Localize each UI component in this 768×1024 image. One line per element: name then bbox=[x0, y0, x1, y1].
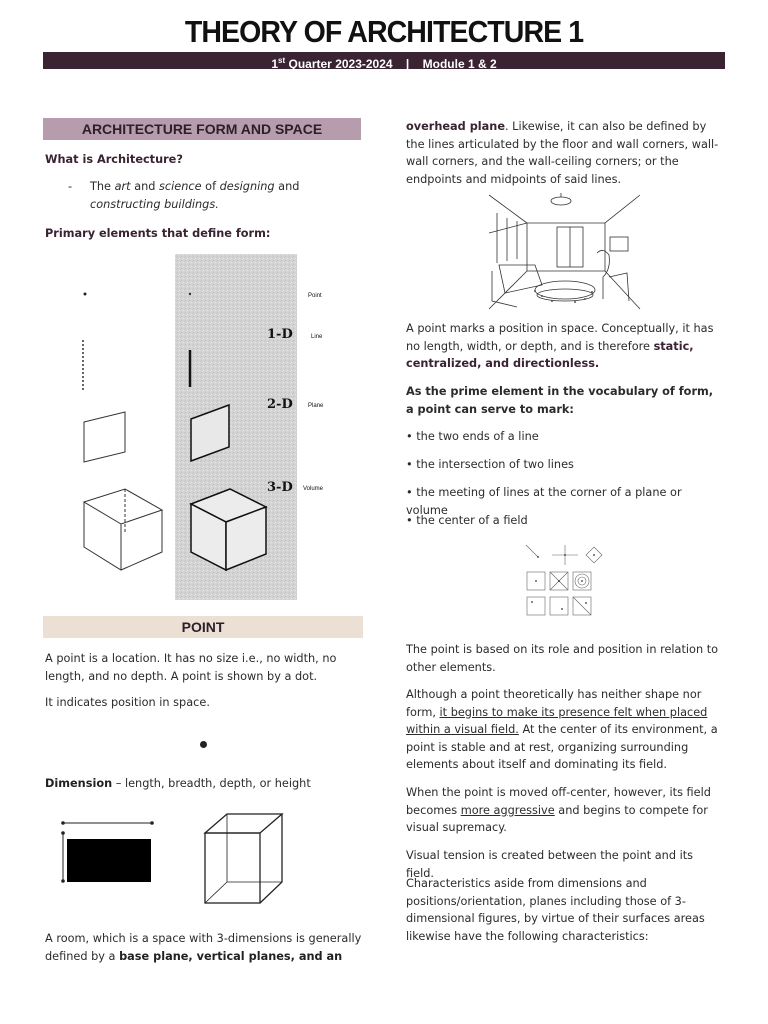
dimension-definition bbox=[45, 775, 355, 793]
dimension-figure bbox=[55, 808, 305, 908]
architecture-definition bbox=[90, 178, 350, 213]
off-center-paragraph bbox=[406, 784, 724, 837]
point-marks-paragraph bbox=[406, 320, 724, 373]
room-text: A room, which is a space with 3-dimensions is generally defined by a bbox=[45, 932, 362, 963]
module-text: Module 1 & 2 bbox=[422, 57, 497, 71]
characteristics-paragraph: Characteristics aside from dimensions and positions/orientation, planes including those of 3-dimensional figures, by virtue of their surfaces areas likewise have the following characteristics: bbox=[406, 877, 705, 943]
what-is-architecture-heading: What is Architecture? bbox=[45, 153, 183, 166]
panel-cube bbox=[191, 489, 266, 570]
sketch-point bbox=[84, 293, 87, 296]
visual-field-underlined: it begins to make its presence felt when placed within a visual field. bbox=[406, 705, 708, 736]
def-art: art bbox=[114, 180, 131, 193]
def-text: The bbox=[90, 180, 115, 193]
separator: | bbox=[405, 57, 410, 71]
page-title: THEORY OF ARCHITECTURE 1 bbox=[184, 14, 584, 49]
bullet-item: • the two ends of a line bbox=[406, 430, 539, 443]
label-3d: 3-D bbox=[267, 480, 293, 495]
visual-field-paragraph bbox=[406, 686, 724, 774]
room-sketch-svg bbox=[487, 193, 642, 311]
point-dot bbox=[200, 741, 207, 748]
off-center-text: When the point is moved off-center, however, its field becomes bbox=[406, 786, 711, 817]
bullet-item: • the center of a field bbox=[406, 514, 528, 527]
label-line: Line bbox=[311, 334, 323, 340]
quarter-sup: st bbox=[278, 56, 286, 65]
role-paragraph: The point is based on its role and position in relation to other elements. bbox=[406, 643, 719, 674]
visual-field-text-2: At the center of its environment, a point is stable and at rest, organizing surrounding elements about itself and dominating its field. bbox=[406, 723, 718, 771]
panel-point bbox=[189, 293, 191, 295]
room-planes-bold: base plane, vertical planes, and an bbox=[119, 949, 343, 963]
primary-elements-svg bbox=[45, 252, 365, 602]
room-sketch-image bbox=[487, 193, 642, 311]
point-marks-text: A point marks a position in space. Conceptually, it has no length, width, or depth, and is therefore bbox=[406, 322, 714, 353]
primary-elements-figure bbox=[45, 252, 365, 602]
sketch-cube bbox=[84, 489, 162, 570]
primary-elements-heading: Primary elements that define form: bbox=[45, 227, 271, 240]
dimension-def: – length, breadth, depth, or height bbox=[112, 777, 311, 790]
point-position: It indicates position in space. bbox=[45, 696, 210, 709]
overhead-plane-bold: overhead plane bbox=[406, 120, 505, 133]
point-field-diagram bbox=[522, 543, 606, 627]
def-text: of bbox=[201, 180, 220, 193]
section-heading-point: POINT bbox=[43, 616, 363, 638]
def-science: science bbox=[159, 180, 202, 193]
room-paragraph bbox=[45, 930, 365, 965]
wireframe-cube bbox=[205, 814, 282, 903]
section-heading-architecture: ARCHITECTURE FORM AND SPACE bbox=[43, 118, 361, 140]
label-1d: 1-D bbox=[267, 327, 293, 342]
subtitle-bar bbox=[43, 52, 725, 69]
quarter-text: Quarter 2023-2024 bbox=[285, 57, 393, 71]
def-constructing: constructing buildings. bbox=[90, 197, 219, 211]
point-static-bold: static, centralized, and directionless. bbox=[406, 339, 694, 370]
prime-element-heading: As the prime element in the vocabulary of form, a point can serve to mark: bbox=[406, 385, 714, 416]
filled-rectangle bbox=[67, 839, 151, 882]
sketch-plane bbox=[84, 412, 125, 462]
point-definition: A point is a location. It has no size i.e., no width, no length, and no depth. A point is shown by a dot. bbox=[45, 652, 337, 683]
label-volume: Volume bbox=[303, 486, 324, 492]
overhead-plane-paragraph bbox=[406, 118, 724, 188]
off-center-text-2: and begins to compete for visual supremacy. bbox=[406, 803, 708, 834]
point-field-svg bbox=[522, 543, 606, 627]
definition-dash: - bbox=[68, 180, 73, 193]
dimension-term: Dimension bbox=[45, 777, 113, 790]
overhead-plane-text: . Likewise, it can also be defined by the lines articulated by the floor and wall corners, wall-wall corners, and the wall-ceiling corners; or the endpoints and midpoints of said lines. bbox=[406, 120, 719, 186]
visual-field-text: Although a point theoretically has neither shape nor form, bbox=[406, 688, 702, 719]
visual-tension-paragraph: Visual tension is created between the point and its field. bbox=[406, 849, 694, 880]
label-plane: Plane bbox=[308, 403, 324, 409]
def-text: and bbox=[274, 180, 300, 193]
quarter-number: 1 bbox=[271, 57, 279, 71]
label-2d: 2-D bbox=[267, 397, 293, 412]
bullet-item: • the meeting of lines at the corner of a plane or volume bbox=[406, 486, 682, 517]
more-aggressive-underlined: more aggressive bbox=[460, 803, 555, 817]
dimension-svg bbox=[55, 808, 305, 908]
def-text: and bbox=[130, 180, 160, 193]
bullet-item: • the intersection of two lines bbox=[406, 458, 574, 471]
label-point: Point bbox=[308, 293, 322, 299]
def-designing: designing bbox=[219, 180, 275, 193]
